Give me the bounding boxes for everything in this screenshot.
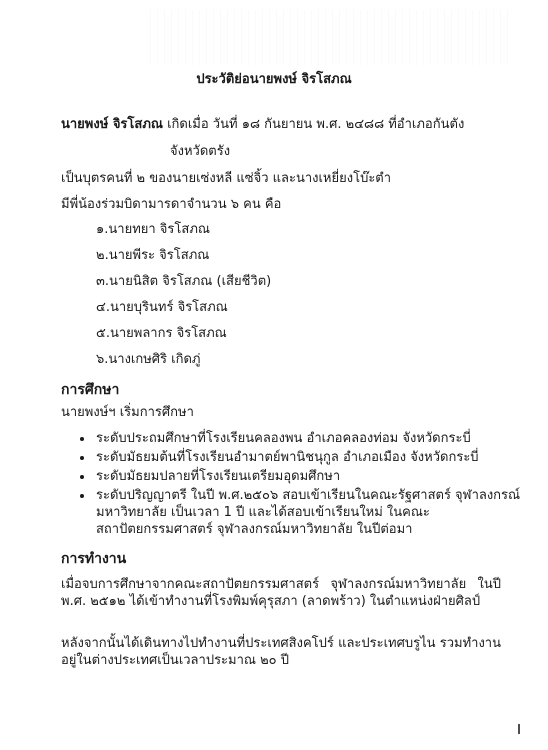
education-heading: การศึกษา	[61, 382, 120, 398]
work-heading: การทำงาน	[61, 551, 127, 567]
sibling-item: ๓.นายนิสิต จิรโสภณ (เสียชีวิต)	[96, 274, 272, 289]
education-bullet: • ระดับประถมศึกษาที่โรงเรียนคลองพน อำเภอคลองท่อม จังหวัดกระบี่	[94, 430, 534, 447]
scan-mark-bottom-right	[518, 724, 520, 734]
sibling-item: ๔.นายบุรินทร์ จิรโสภณ	[96, 300, 228, 315]
intro-line-1	[61, 116, 464, 133]
education-bullet: • ระดับมัธยมปลายที่โรงเรียนเตรียมอุดมศึกษา	[94, 468, 534, 485]
document-title: ประวัติย่อนายพงษ์ จิรโสภณ	[196, 72, 352, 87]
education-intro: นายพงษ์ฯ เริ่มการศึกษา	[61, 405, 194, 420]
sibling-item: ๕.นายพลากร จิรโสภณ	[96, 326, 227, 341]
education-bullet: • ระดับมัธยมต้นที่โรงเรียนอำมาตย์พานิชนุกูล อำเภอเมือง จังหวัดกระบี่	[94, 449, 534, 466]
intro-line-2: จังหวัดตรัง	[170, 144, 231, 159]
work-paragraph-2: หลังจากนั้นได้เดินทางไปทำงานที่ประเทศสิงคโปร์ และประเทศบรูไน รวมทำงานอยู่ในต่างประเทศเป็นเวลาประมาณ ๒๐ ปี	[61, 636, 501, 668]
education-bullets	[78, 430, 534, 540]
intro-name: นายพงษ์ จิรโสภณ	[61, 117, 163, 132]
scan-noise-top	[150, 10, 510, 65]
sibling-item: ๒.นายพีระ จิรโสภณ	[96, 248, 210, 263]
education-bullet: • ระดับปริญญาตรี ในปี พ.ศ.๒๕๐๖ สอบเข้าเรียนในคณะรัฐศาสตร์ จุฬาลงกรณ์มหาวิทยาลัย เป็นเวลา 1 ปี และได้สอบเข้าเรียนใหม่ ในคณะสถาปัตยกรรมศาสตร์ จุฬาลงกรณ์มหาวิทยาลัย ในปีต่อมา	[94, 487, 534, 538]
intro-line-1-rest: เกิดเมื่อ วันที่ ๑๘ กันยายน พ.ศ. ๒๔๘๘ ที่อำเภอกันตัง	[162, 117, 465, 132]
sibling-item: ๑.นายทยา จิรโสภณ	[96, 222, 210, 237]
intro-line-4: มีพี่น้องร่วมบิดามารดาจำนวน ๖ คน คือ	[61, 197, 282, 212]
intro-line-3: เป็นบุตรคนที่ ๒ ของนายเซ่งหลี แซ่จิ้ว และนางเหยี่ยงโบ๊ะตำ	[61, 171, 392, 186]
sibling-item: ๖.นางเกษศิริ เกิดภู่	[96, 352, 201, 367]
work-paragraph-1: เมื่อจบการศึกษาจากคณะสถาปัตยกรรมศาสตร์ จุฬาลงกรณ์มหาวิทยาลัย ในปี พ.ศ. ๒๕๑๒ ได้เข้าทำงานที่โรงพิมพ์คุรุสภา (ลาดพร้าว) ในตำแหน่งฝ่ายศิลป์	[61, 577, 501, 609]
